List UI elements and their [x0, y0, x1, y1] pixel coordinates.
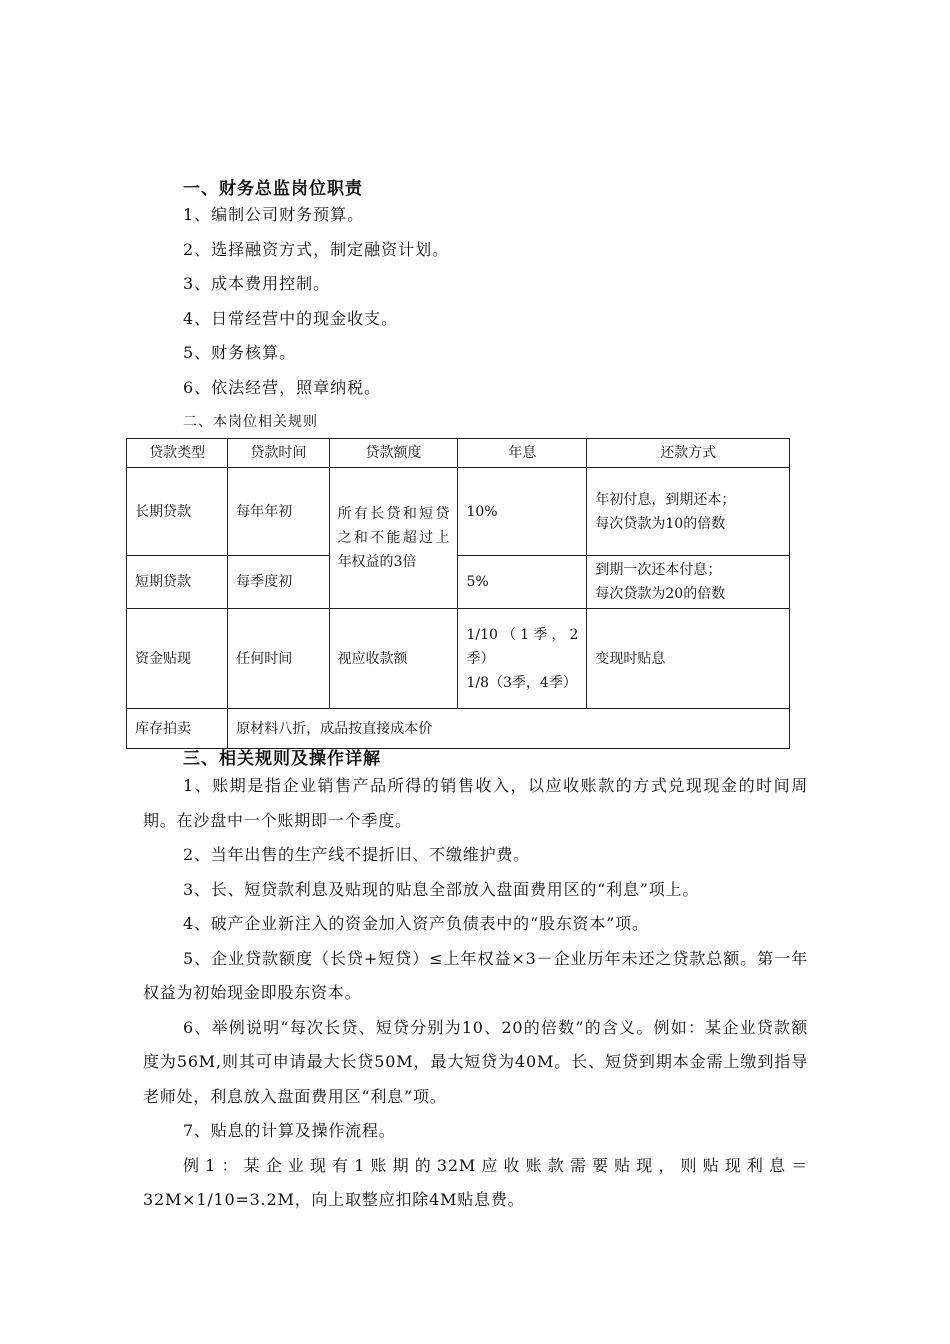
cell-rate: 10% [458, 468, 587, 556]
section1-title: 一、财务总监岗位职责 [183, 179, 363, 199]
header-loan-time: 贷款时间 [228, 439, 329, 468]
cell-repay [587, 468, 790, 556]
section2-title: 二、本岗位相关规则 [183, 414, 318, 430]
paragraph: 2、当年出售的生产线不提折旧、不缴维护费。 [183, 845, 530, 864]
list-item: 3、成本费用控制。 [183, 274, 331, 293]
cell-time: 任何时间 [228, 609, 329, 709]
rate-line: 1/8（3季，4季） [466, 674, 577, 691]
cell-repay: 变现时贴息 [587, 609, 790, 709]
cell-type: 资金贴现 [127, 609, 228, 709]
list-item: 6、依法经营，照章纳税。 [183, 377, 382, 397]
list-item: 5、财务核算。 [183, 343, 297, 362]
cell-auction-desc: 原材料八折，成品按直接成本价 [228, 709, 790, 749]
cell-limit: 视应收款额 [329, 609, 458, 709]
paragraph: 5、企业贷款额度（长贷+短贷）≤上年权益×3－企业历年未还之贷款总额。第一年权益为初始现金即股东资本。 [143, 948, 808, 1002]
header-loan-type: 贷款类型 [127, 439, 228, 468]
list-item: 4、日常经营中的现金收支。 [183, 308, 399, 328]
repay-line: 每次贷款为20的倍数 [595, 586, 726, 602]
cell-type: 库存拍卖 [127, 709, 228, 749]
table-row [127, 609, 790, 709]
table-row [127, 709, 790, 749]
cell-rate [458, 609, 587, 709]
cell-type: 长期贷款 [127, 468, 228, 556]
repay-line: 每次贷款为10的倍数 [595, 515, 726, 532]
cell-shared-limit: 所有长贷和短贷之和不能超过上年权益的3倍 [329, 468, 458, 609]
paragraph: 4、破产企业新注入的资金加入资产负债表中的“股东资本”项。 [183, 914, 649, 933]
list-item: 2、选择融资方式，制定融资计划。 [183, 239, 450, 259]
section3-title: 三、相关规则及操作详解 [183, 749, 381, 769]
cell-time: 每季度初 [228, 556, 329, 609]
rules-detail-body [143, 769, 808, 1218]
paragraph: 例1：某企业现有1账期的32M应收账款需要贴现，则贴现利息＝32M×1/10=3.2M，向上取整应扣除4M贴息费。 [143, 1155, 808, 1209]
table-row [127, 556, 790, 609]
header-repayment: 还款方式 [587, 439, 790, 468]
duties-list [183, 201, 449, 408]
header-loan-limit: 贷款额度 [329, 439, 458, 468]
cell-repay [587, 556, 790, 609]
paragraph: 1、账期是指企业销售产品所得的销售收入，以应收账款的方式兑现现金的时间周期。在沙盘中一个账期即一个季度。 [143, 776, 808, 830]
loan-rules-table [126, 438, 790, 749]
table-header-row [127, 439, 790, 468]
cell-time: 每年年初 [228, 468, 329, 556]
repay-line: 年初付息，到期还本； [595, 491, 736, 508]
list-item: 1、编制公司财务预算。 [183, 205, 365, 224]
cell-type: 短期贷款 [127, 556, 228, 609]
cell-rate: 5% [458, 556, 587, 609]
paragraph: 7、贴息的计算及操作流程。 [183, 1121, 396, 1140]
rate-line: 1/10（1季，2季） [466, 626, 579, 667]
paragraph: 3、长、短贷款利息及贴现的贴息全部放入盘面费用区的“利息”项上。 [183, 879, 700, 899]
table-row [127, 468, 790, 556]
repay-line: 到期一次还本付息； [595, 562, 722, 578]
paragraph: 6、举例说明“每次长贷、短贷分别为10、20的倍数”的含义。例如：某企业贷款额度为56M,则其可申请最大长贷50M，最大短贷为40M。长、短贷到期本金需上缴到指导老师处，利息放入盘面费用区“利息”项。 [143, 1017, 808, 1106]
header-annual-rate: 年息 [458, 439, 587, 468]
